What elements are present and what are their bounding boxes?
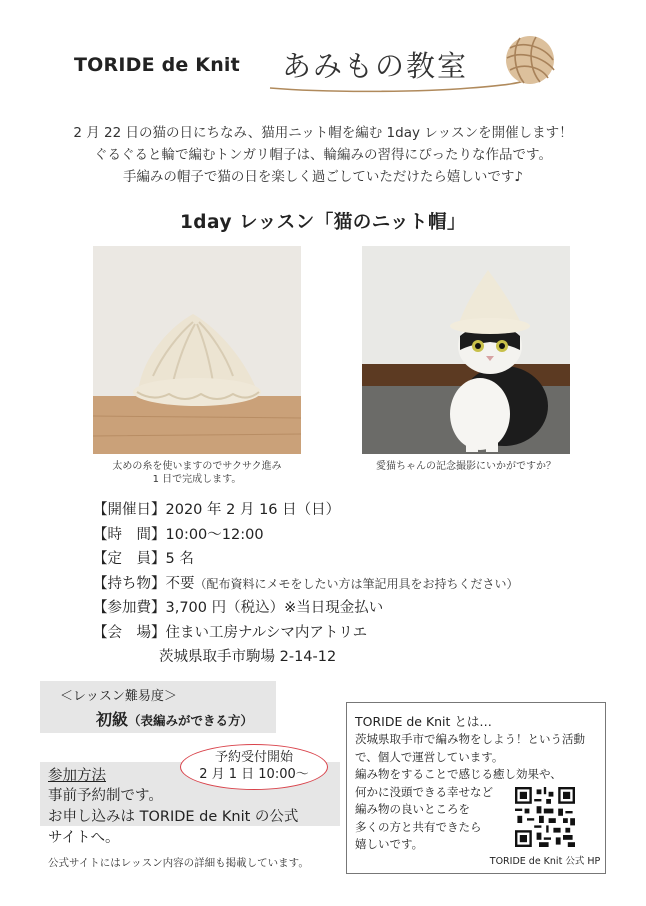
detail-value: 10:00〜12:00 xyxy=(165,526,264,543)
cat-wearing-hat-photo xyxy=(362,246,570,454)
about-line: 多くの方と共有できたら xyxy=(355,819,482,834)
difficulty-label: ＜レッスン難易度＞ xyxy=(60,689,177,704)
detail-value: 5 名 xyxy=(165,551,194,567)
detail-value: 3,700 円（税込）※当日現金払い xyxy=(165,600,384,616)
apply-body xyxy=(48,786,348,849)
apply-line: お申し込みは TORIDE de Knit の公式 xyxy=(48,809,299,825)
detail-row-fee xyxy=(93,596,623,621)
photo-caption-left xyxy=(90,460,304,486)
caption-line: 1 日で完成します。 xyxy=(152,474,242,485)
detail-row-venue xyxy=(93,621,623,646)
difficulty-level-text: 初級 xyxy=(96,710,129,729)
caption-line: 太めの糸を使いますのでサクサク進み xyxy=(112,461,282,472)
qr-caption: TORIDE de Knit 公式 HP xyxy=(489,856,601,867)
detail-row-date xyxy=(93,498,623,523)
about-line: 嬉しいです。 xyxy=(355,837,424,851)
detail-key: 【定 員】 xyxy=(93,551,166,567)
detail-value: 住まい工房ナルシマ内アトリエ xyxy=(165,624,368,641)
detail-value: 不要 xyxy=(165,575,195,592)
photo-caption-right: 愛猫ちゃんの記念撮影にいかがですか？ xyxy=(376,461,556,472)
about-line: で、個人で運営しています。 xyxy=(355,749,504,764)
about-line: 編み物の良いところを xyxy=(355,802,470,816)
detail-row-bring xyxy=(93,572,623,597)
detail-note: （配布資料にメモをしたい方は筆記用具をお持ちください） xyxy=(194,576,519,591)
difficulty-panel xyxy=(40,681,276,733)
about-line: 編み物をすることで感じる癒し効果や、 xyxy=(355,767,562,781)
intro-line: 2 月 22 日の猫の日にちなみ、猫用ニット帽を編む 1day レッスンを開催します！ xyxy=(73,125,573,141)
booking-line: 予約受付開始 xyxy=(214,750,293,765)
booking-start-badge xyxy=(180,744,328,790)
class-title: あみもの教室 xyxy=(282,49,469,83)
header xyxy=(0,0,646,112)
detail-row-capacity xyxy=(93,547,623,572)
detail-key: 【参加費】 xyxy=(93,600,166,616)
venue-address: 茨城県取手市駒場 2-14-12 xyxy=(159,649,337,665)
detail-key: 【会 場】 xyxy=(93,624,166,641)
intro-text xyxy=(40,122,606,188)
intro-line: 手編みの帽子で猫の日を楽しく過ごしていただけたら嬉しいです♪ xyxy=(122,169,524,185)
about-box xyxy=(346,702,606,874)
qr-code-icon[interactable] xyxy=(515,787,575,847)
detail-key: 【時 間】 xyxy=(93,526,166,543)
brand-name: TORIDE de Knit xyxy=(74,54,240,76)
detail-row-address xyxy=(93,645,623,670)
apply-footnote: 公式サイトにはレッスン内容の詳細も掲載しています。 xyxy=(48,857,309,869)
difficulty-level xyxy=(96,707,253,730)
intro-line: ぐるぐると輪で編むトンガリ帽子は、輪編みの習得にぴったりな作品です。 xyxy=(94,147,552,163)
detail-value: 2020 年 2 月 16 日（日） xyxy=(165,502,341,518)
about-heading: TORIDE de Knit とは… xyxy=(355,714,492,729)
apply-line: 事前予約制です。 xyxy=(48,788,163,804)
difficulty-level-note: （表編みができる方） xyxy=(128,713,254,728)
about-line: 何かに没頭できる幸せなど xyxy=(355,784,493,799)
apply-heading: 参加方法 xyxy=(48,768,106,784)
booking-line: 2 月 1 日 10:00〜 xyxy=(199,767,309,782)
detail-row-time xyxy=(93,523,623,548)
detail-key: 【持ち物】 xyxy=(93,575,166,592)
lesson-title: 1day レッスン「猫のニット帽」 xyxy=(179,212,467,233)
detail-key: 【開催日】 xyxy=(93,502,166,518)
event-details xyxy=(93,498,623,670)
apply-line: サイトへ。 xyxy=(48,830,120,846)
knit-hat-photo xyxy=(93,246,301,454)
about-line: 茨城県取手市で編み物をしよう！という活動 xyxy=(355,732,585,746)
